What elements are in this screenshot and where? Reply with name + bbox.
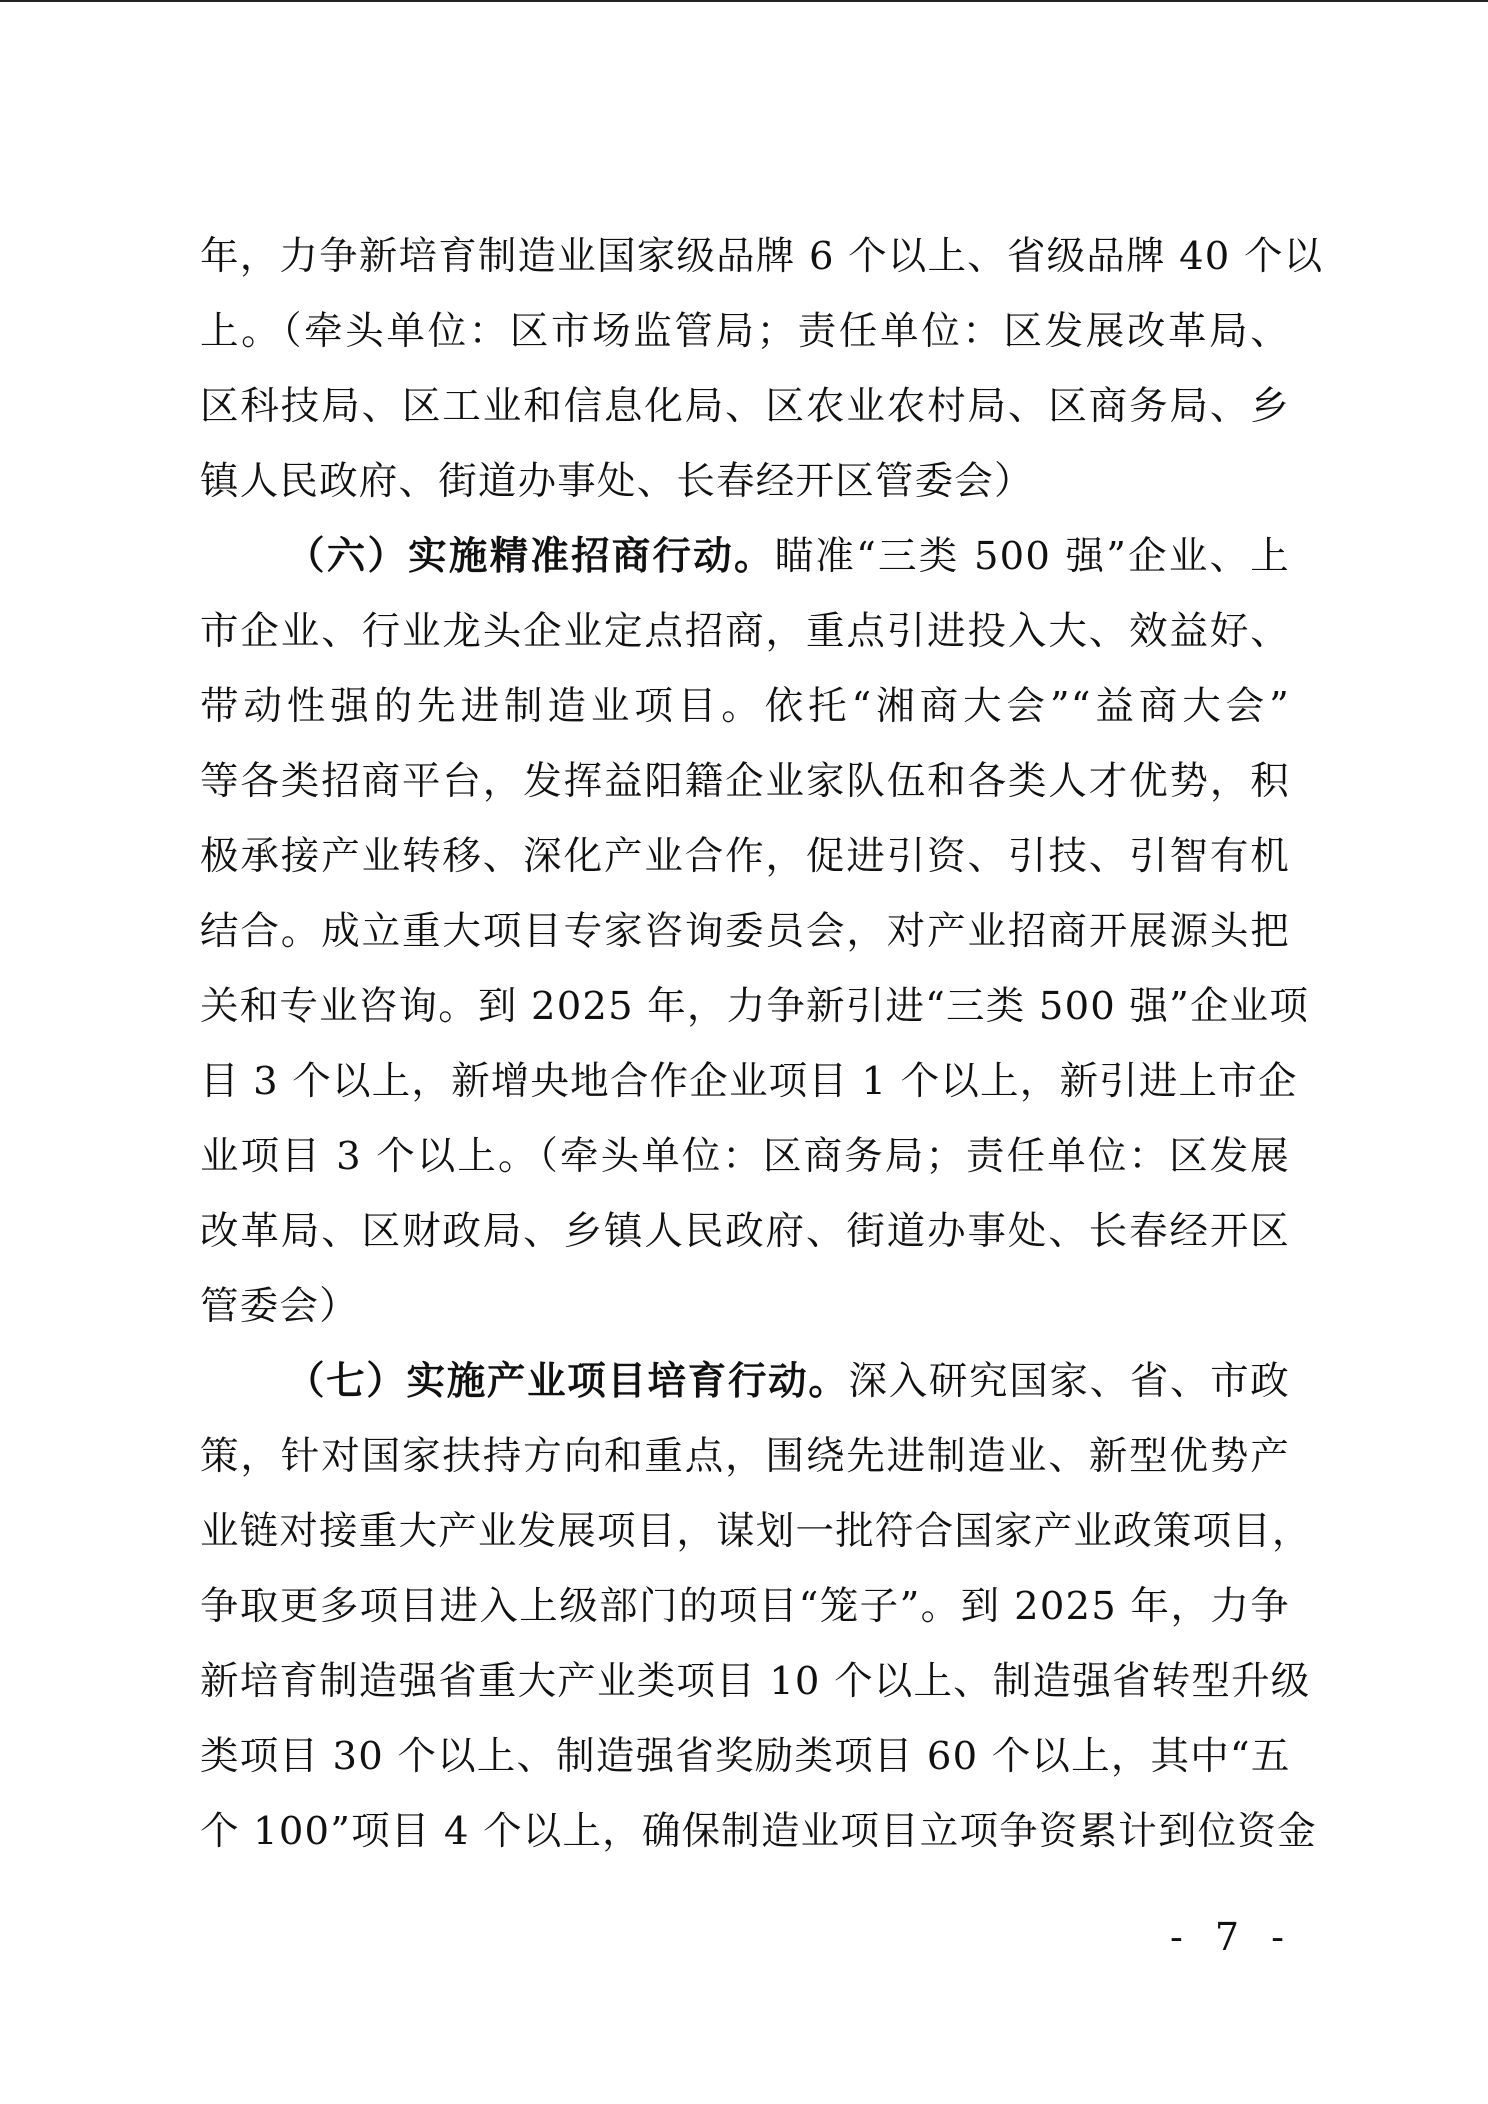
body-text-line: 结合。成立重大项目专家咨询委员会，对产业招商开展源头把 — [200, 909, 1290, 954]
body-text-line: 区科技局、区工业和信息化局、区农业农村局、区商务局、乡 — [200, 384, 1290, 429]
body-text-line: 镇人民政府、街道办事处、长春经开区管委会） — [200, 459, 1034, 504]
body-text-line: 业项目 3 个以上。（牵头单位：区商务局；责任单位：区发展 — [200, 1134, 1290, 1179]
body-text-line: 带动性强的先进制造业项目。依托“湘商大会”“益商大会” — [200, 684, 1290, 729]
body-text-line: 等各类招商平台，发挥益阳籍企业家队伍和各类人才优势，积 — [200, 759, 1290, 804]
section-heading-seven: （七）实施产业项目培育行动。 — [286, 1359, 849, 1404]
body-text-line: 极承接产业转移、深化产业合作，促进引资、引技、引智有机 — [200, 834, 1290, 879]
body-text-line: 年，力争新培育制造业国家级品牌 6 个以上、省级品牌 40 个以 — [200, 234, 1324, 279]
body-text-line: 改革局、区财政局、乡镇人民政府、街道办事处、长春经开区 — [200, 1209, 1290, 1254]
body-text-line: 新培育制造强省重大产业类项目 10 个以上、制造强省转型升级 — [200, 1659, 1311, 1704]
section-six-intro-text: 瞄准“三类 500 强”企业、上 — [774, 534, 1290, 579]
body-text-line: 争取更多项目进入上级部门的项目“笼子”。到 2025 年，力争 — [200, 1584, 1290, 1629]
body-text-line: 关和专业咨询。到 2025 年，力争新引进“三类 500 强”企业项 — [200, 984, 1310, 1029]
top-border-line — [0, 0, 1488, 2]
page-number: - 7 - — [1170, 1915, 1295, 1959]
body-text-line: 市企业、行业龙头企业定点招商，重点引进投入大、效益好、 — [200, 609, 1290, 654]
section-six-first-line — [200, 519, 1290, 594]
body-text-line: 目 3 个以上，新增央地合作企业项目 1 个以上，新引进上市企 — [200, 1059, 1298, 1104]
body-text-line: 类项目 30 个以上、制造强省奖励类项目 60 个以上，其中“五 — [200, 1734, 1291, 1779]
section-heading-six: （六）实施精准招商行动。 — [286, 534, 775, 579]
body-text-line: 业链对接重大产业发展项目，谋划一批符合国家产业政策项目， — [200, 1509, 1312, 1554]
body-text-line: 策，针对国家扶持方向和重点，围绕先进制造业、新型优势产 — [200, 1434, 1290, 1479]
section-seven-intro-text: 深入研究国家、省、市政 — [848, 1359, 1291, 1404]
body-text-line: 个 100”项目 4 个以上，确保制造业项目立项争资累计到位资金 — [200, 1809, 1317, 1854]
section-seven-first-line — [200, 1344, 1290, 1419]
body-text-line: 管委会） — [200, 1284, 359, 1329]
body-text-line: 上。（牵头单位：区市场监管局；责任单位：区发展改革局、 — [200, 309, 1290, 354]
